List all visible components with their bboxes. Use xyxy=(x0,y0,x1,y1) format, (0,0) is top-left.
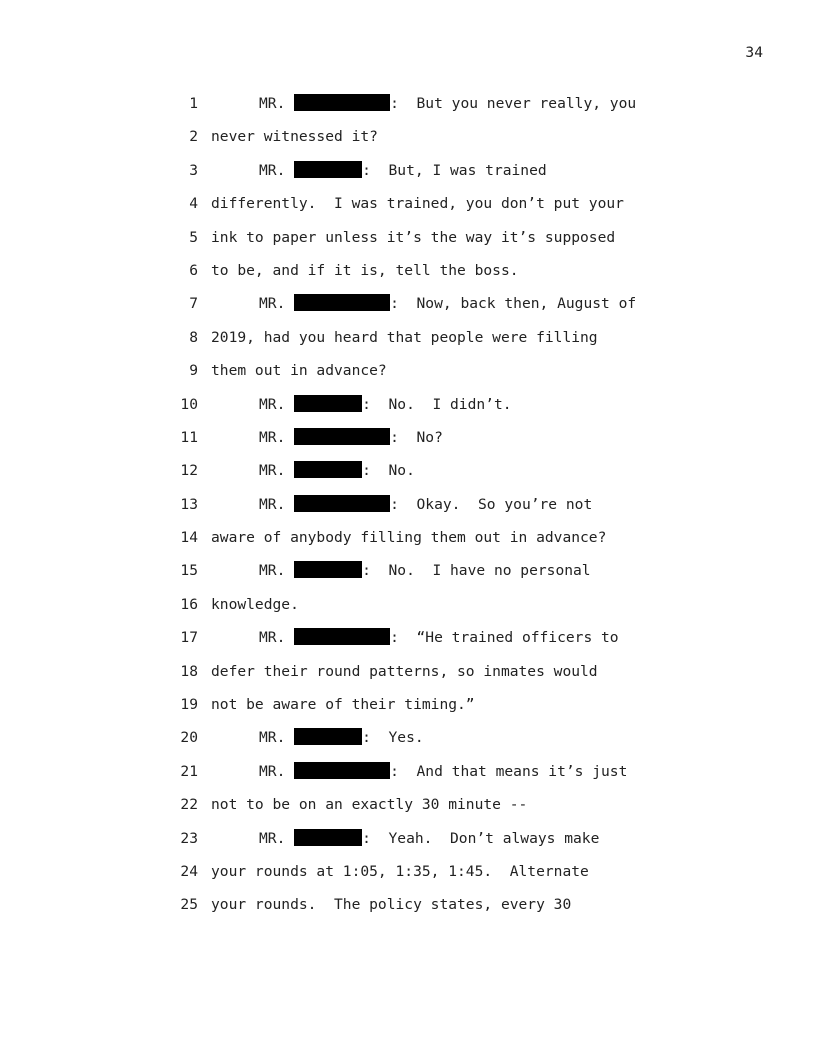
redaction-box xyxy=(294,762,390,779)
continuation-text: defer their round patterns, so inmates would xyxy=(211,662,598,680)
transcript-line xyxy=(170,760,690,793)
redaction-box xyxy=(294,561,362,578)
speaker-line xyxy=(259,493,592,517)
line-number: 2 xyxy=(189,128,198,146)
speaker-line xyxy=(259,393,512,417)
spoken-text: : No. I didn’t. xyxy=(362,395,512,413)
speaker-line xyxy=(259,626,619,650)
transcript-line xyxy=(170,92,690,125)
speaker-line xyxy=(259,559,591,583)
transcript-line xyxy=(170,827,690,860)
line-number: 23 xyxy=(180,829,198,847)
redaction-box xyxy=(294,428,390,445)
spoken-text: : Okay. So you’re not xyxy=(390,495,593,513)
redaction-box xyxy=(294,294,390,311)
speaker-label: MR. xyxy=(259,161,286,179)
redaction-box xyxy=(294,728,362,745)
transcript-line xyxy=(170,660,690,693)
line-number: 10 xyxy=(180,395,198,413)
speaker-label: MR. xyxy=(259,462,286,480)
continuation-text: not to be on an exactly 30 minute -- xyxy=(211,796,528,814)
line-number: 7 xyxy=(189,295,198,313)
continuation-text: your rounds. The policy states, every 30 xyxy=(211,896,572,914)
line-number: 22 xyxy=(180,796,198,814)
transcript-line xyxy=(170,125,690,158)
transcript-line xyxy=(170,459,690,492)
transcript-line xyxy=(170,292,690,325)
speaker-label: MR. xyxy=(259,762,286,780)
line-number: 1 xyxy=(189,95,198,112)
spoken-text: : Yeah. Don’t always make xyxy=(362,829,600,847)
line-number: 17 xyxy=(180,629,198,647)
speaker-line xyxy=(259,292,636,316)
spoken-text: : Yes. xyxy=(362,729,424,747)
redaction-box xyxy=(294,461,362,478)
line-number: 14 xyxy=(180,529,198,547)
transcript-line xyxy=(170,192,690,225)
speaker-line xyxy=(259,459,415,483)
transcript-line xyxy=(170,426,690,459)
transcript-line xyxy=(170,860,690,893)
speaker-line xyxy=(259,726,424,750)
speaker-line xyxy=(259,827,599,851)
continuation-text: knowledge. xyxy=(211,595,299,613)
transcript-line xyxy=(170,359,690,392)
speaker-label: MR. xyxy=(259,428,286,446)
transcript-line xyxy=(170,559,690,592)
redaction-box xyxy=(294,94,390,111)
speaker-line xyxy=(259,159,547,183)
transcript-line xyxy=(170,726,690,759)
transcript-line xyxy=(170,526,690,559)
line-number: 18 xyxy=(180,662,198,680)
transcript-line xyxy=(170,793,690,826)
continuation-text: differently. I was trained, you don’t put your xyxy=(211,195,624,213)
continuation-text: never witnessed it? xyxy=(211,128,378,146)
line-number: 16 xyxy=(180,595,198,613)
line-number: 11 xyxy=(180,428,198,446)
spoken-text: : No. I have no personal xyxy=(362,562,591,580)
line-number: 13 xyxy=(180,495,198,513)
speaker-line xyxy=(259,760,627,784)
redaction-box xyxy=(294,495,390,512)
page-number: 34 xyxy=(745,44,763,61)
spoken-text: : No? xyxy=(390,428,443,446)
line-number: 4 xyxy=(189,195,198,213)
speaker-line xyxy=(259,92,636,116)
line-number: 3 xyxy=(189,161,198,179)
transcript-line xyxy=(170,159,690,192)
speaker-label: MR. xyxy=(259,562,286,580)
line-number: 20 xyxy=(180,729,198,747)
speaker-label: MR. xyxy=(259,829,286,847)
transcript-line xyxy=(170,893,690,926)
transcript-line xyxy=(170,259,690,292)
transcript-line xyxy=(170,693,690,726)
line-number: 6 xyxy=(189,261,198,279)
redaction-box xyxy=(294,628,390,645)
transcript-line xyxy=(170,493,690,526)
transcript-line xyxy=(170,226,690,259)
speaker-label: MR. xyxy=(259,95,286,112)
line-number: 8 xyxy=(189,328,198,346)
redaction-box xyxy=(294,829,362,846)
redaction-box xyxy=(294,161,362,178)
spoken-text: : No. xyxy=(362,462,415,480)
continuation-text: your rounds at 1:05, 1:35, 1:45. Alternate xyxy=(211,862,589,880)
continuation-text: ink to paper unless it’s the way it’s supposed xyxy=(211,228,616,246)
spoken-text: : “He trained officers to xyxy=(390,629,619,647)
continuation-text: 2019, had you heard that people were filling xyxy=(211,328,598,346)
continuation-text: not be aware of their timing.” xyxy=(211,696,475,714)
transcript-line xyxy=(170,593,690,626)
line-number: 15 xyxy=(180,562,198,580)
line-number: 21 xyxy=(180,762,198,780)
spoken-text: : But, I was trained xyxy=(362,161,547,179)
transcript-body xyxy=(170,92,690,927)
line-number: 19 xyxy=(180,696,198,714)
continuation-text: aware of anybody filling them out in advance? xyxy=(211,529,607,547)
transcript-line xyxy=(170,626,690,659)
speaker-line xyxy=(259,426,443,450)
line-number: 12 xyxy=(180,462,198,480)
spoken-text: : And that means it’s just xyxy=(390,762,628,780)
line-number: 5 xyxy=(189,228,198,246)
speaker-label: MR. xyxy=(259,495,286,513)
speaker-label: MR. xyxy=(259,629,286,647)
redaction-box xyxy=(294,395,362,412)
speaker-label: MR. xyxy=(259,729,286,747)
spoken-text: : Now, back then, August of xyxy=(390,295,637,313)
speaker-label: MR. xyxy=(259,395,286,413)
transcript-line xyxy=(170,393,690,426)
line-number: 9 xyxy=(189,362,198,380)
transcript-line xyxy=(170,326,690,359)
line-number: 25 xyxy=(180,896,198,914)
continuation-text: to be, and if it is, tell the boss. xyxy=(211,261,519,279)
speaker-label: MR. xyxy=(259,295,286,313)
spoken-text: : But you never really, you xyxy=(390,95,637,112)
line-number: 24 xyxy=(180,862,198,880)
continuation-text: them out in advance? xyxy=(211,362,387,380)
